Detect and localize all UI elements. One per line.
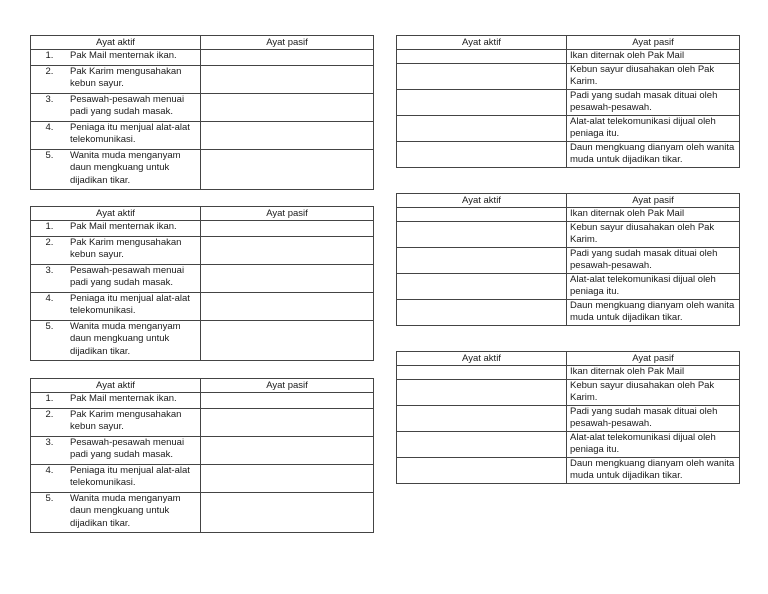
table-row xyxy=(397,221,740,247)
table-row xyxy=(397,379,740,405)
table-row xyxy=(397,405,740,431)
active-sentence: 2. Pak Karim mengusahakan kebun sayur. xyxy=(56,237,197,264)
table-row xyxy=(397,366,740,380)
passive-sentence: Kebun sayur diusahakan oleh Pak Karim. xyxy=(567,221,740,247)
active-sentence: 1. Pak Mail menternak ikan. xyxy=(56,221,197,236)
answer-cell xyxy=(397,115,567,141)
passive-sentence: Padi yang sudah masak dituai oleh pesawah-pesawah. xyxy=(567,89,740,115)
header-active: Ayat aktif xyxy=(31,36,201,50)
active-sentence: 5. Wanita muda menganyam daun mengkuang untuk dijadikan tikar. xyxy=(56,150,197,190)
active-sentence: 4. Peniaga itu menjual alat-alat telekomunikasi. xyxy=(56,122,197,149)
header-active: Ayat aktif xyxy=(31,207,201,221)
table-row xyxy=(397,63,740,89)
answer-cell xyxy=(201,320,374,361)
answer-cell xyxy=(201,492,374,533)
header-active: Ayat aktif xyxy=(397,36,567,50)
active-sentence: 5. Wanita muda menganyam daun mengkuang untuk dijadikan tikar. xyxy=(56,493,197,533)
active-sentence: 4. Peniaga itu menjual alat-alat telekomunikasi. xyxy=(56,293,197,320)
answer-cell xyxy=(397,221,567,247)
table-row xyxy=(397,89,740,115)
answer-cell xyxy=(201,408,374,436)
table-row xyxy=(31,149,374,190)
answer-cell xyxy=(397,405,567,431)
active-sentence: 4. Peniaga itu menjual alat-alat telekomunikasi. xyxy=(56,465,197,492)
passive-sentence: Daun mengkuang dianyam oleh wanita muda untuk dijadikan tikar. xyxy=(567,141,740,167)
answer-cell xyxy=(397,457,567,483)
header-passive: Ayat pasif xyxy=(567,352,740,366)
header-active: Ayat aktif xyxy=(397,352,567,366)
table-row xyxy=(397,50,740,64)
answer-cell xyxy=(201,121,374,149)
passive-sentence: Padi yang sudah masak dituai oleh pesawah-pesawah. xyxy=(567,247,740,273)
active-worksheet-table-1 xyxy=(30,35,374,190)
active-sentence: 3. Pesawah-pesawah menuai padi yang sudah masak. xyxy=(56,265,197,292)
answer-cell xyxy=(397,379,567,405)
table-row xyxy=(31,436,374,464)
active-sentence: 3. Pesawah-pesawah menuai padi yang sudah masak. xyxy=(56,94,197,121)
table-row xyxy=(31,464,374,492)
header-active: Ayat aktif xyxy=(397,194,567,208)
passive-sentence: Kebun sayur diusahakan oleh Pak Karim. xyxy=(567,63,740,89)
table-row xyxy=(31,50,374,66)
passive-sentence: Ikan diternak oleh Pak Mail xyxy=(567,50,740,64)
active-sentence: 3. Pesawah-pesawah menuai padi yang sudah masak. xyxy=(56,437,197,464)
table-row xyxy=(31,93,374,121)
header-active: Ayat aktif xyxy=(31,379,201,393)
answer-cell xyxy=(397,89,567,115)
answer-cell xyxy=(201,393,374,409)
table-row xyxy=(397,208,740,222)
answer-cell xyxy=(201,65,374,93)
passive-sentence: Alat-alat telekomunikasi dijual oleh peniaga itu. xyxy=(567,431,740,457)
answer-cell xyxy=(397,299,567,325)
header-passive: Ayat pasif xyxy=(201,379,374,393)
answer-cell xyxy=(201,149,374,190)
answer-cell xyxy=(201,292,374,320)
answer-cell xyxy=(397,141,567,167)
passive-worksheet-table-3 xyxy=(396,351,740,484)
table-row xyxy=(397,141,740,167)
table-row xyxy=(31,221,374,237)
table-row xyxy=(397,299,740,325)
answer-cell xyxy=(397,247,567,273)
active-sentence: 5. Wanita muda menganyam daun mengkuang untuk dijadikan tikar. xyxy=(56,321,197,361)
answer-cell xyxy=(397,273,567,299)
answer-cell xyxy=(397,431,567,457)
header-passive: Ayat pasif xyxy=(201,36,374,50)
header-passive: Ayat pasif xyxy=(567,194,740,208)
passive-sentence: Alat-alat telekomunikasi dijual oleh peniaga itu. xyxy=(567,273,740,299)
answer-cell xyxy=(397,366,567,380)
passive-sentence: Ikan diternak oleh Pak Mail xyxy=(567,366,740,380)
answer-cell xyxy=(201,221,374,237)
answer-cell xyxy=(201,93,374,121)
active-sentence: 2. Pak Karim mengusahakan kebun sayur. xyxy=(56,66,197,93)
answer-cell xyxy=(397,63,567,89)
answer-cell xyxy=(201,50,374,66)
table-row xyxy=(31,393,374,409)
table-row xyxy=(31,121,374,149)
passive-sentence: Alat-alat telekomunikasi dijual oleh peniaga itu. xyxy=(567,115,740,141)
table-row xyxy=(31,292,374,320)
answer-cell xyxy=(397,208,567,222)
table-row xyxy=(397,115,740,141)
active-sentence: 2. Pak Karim mengusahakan kebun sayur. xyxy=(56,409,197,436)
passive-sentence: Kebun sayur diusahakan oleh Pak Karim. xyxy=(567,379,740,405)
table-row xyxy=(31,264,374,292)
passive-sentence: Padi yang sudah masak dituai oleh pesawah-pesawah. xyxy=(567,405,740,431)
passive-sentence: Daun mengkuang dianyam oleh wanita muda untuk dijadikan tikar. xyxy=(567,299,740,325)
table-row xyxy=(31,492,374,533)
answer-cell xyxy=(201,464,374,492)
table-row xyxy=(31,408,374,436)
answer-cell xyxy=(201,264,374,292)
passive-sentence: Daun mengkuang dianyam oleh wanita muda untuk dijadikan tikar. xyxy=(567,457,740,483)
table-row xyxy=(397,273,740,299)
passive-sentence: Ikan diternak oleh Pak Mail xyxy=(567,208,740,222)
active-sentence: 1. Pak Mail menternak ikan. xyxy=(56,50,197,65)
passive-worksheet-table-2 xyxy=(396,193,740,326)
table-row xyxy=(31,236,374,264)
active-worksheet-table-2 xyxy=(30,206,374,361)
header-passive: Ayat pasif xyxy=(201,207,374,221)
active-worksheet-table-3 xyxy=(30,378,374,533)
header-passive: Ayat pasif xyxy=(567,36,740,50)
active-sentence: 1. Pak Mail menternak ikan. xyxy=(56,393,197,408)
table-row xyxy=(397,431,740,457)
table-row xyxy=(31,65,374,93)
table-row xyxy=(397,247,740,273)
table-row xyxy=(397,457,740,483)
answer-cell xyxy=(201,236,374,264)
answer-cell xyxy=(201,436,374,464)
answer-cell xyxy=(397,50,567,64)
passive-worksheet-table-1 xyxy=(396,35,740,168)
table-row xyxy=(31,320,374,361)
